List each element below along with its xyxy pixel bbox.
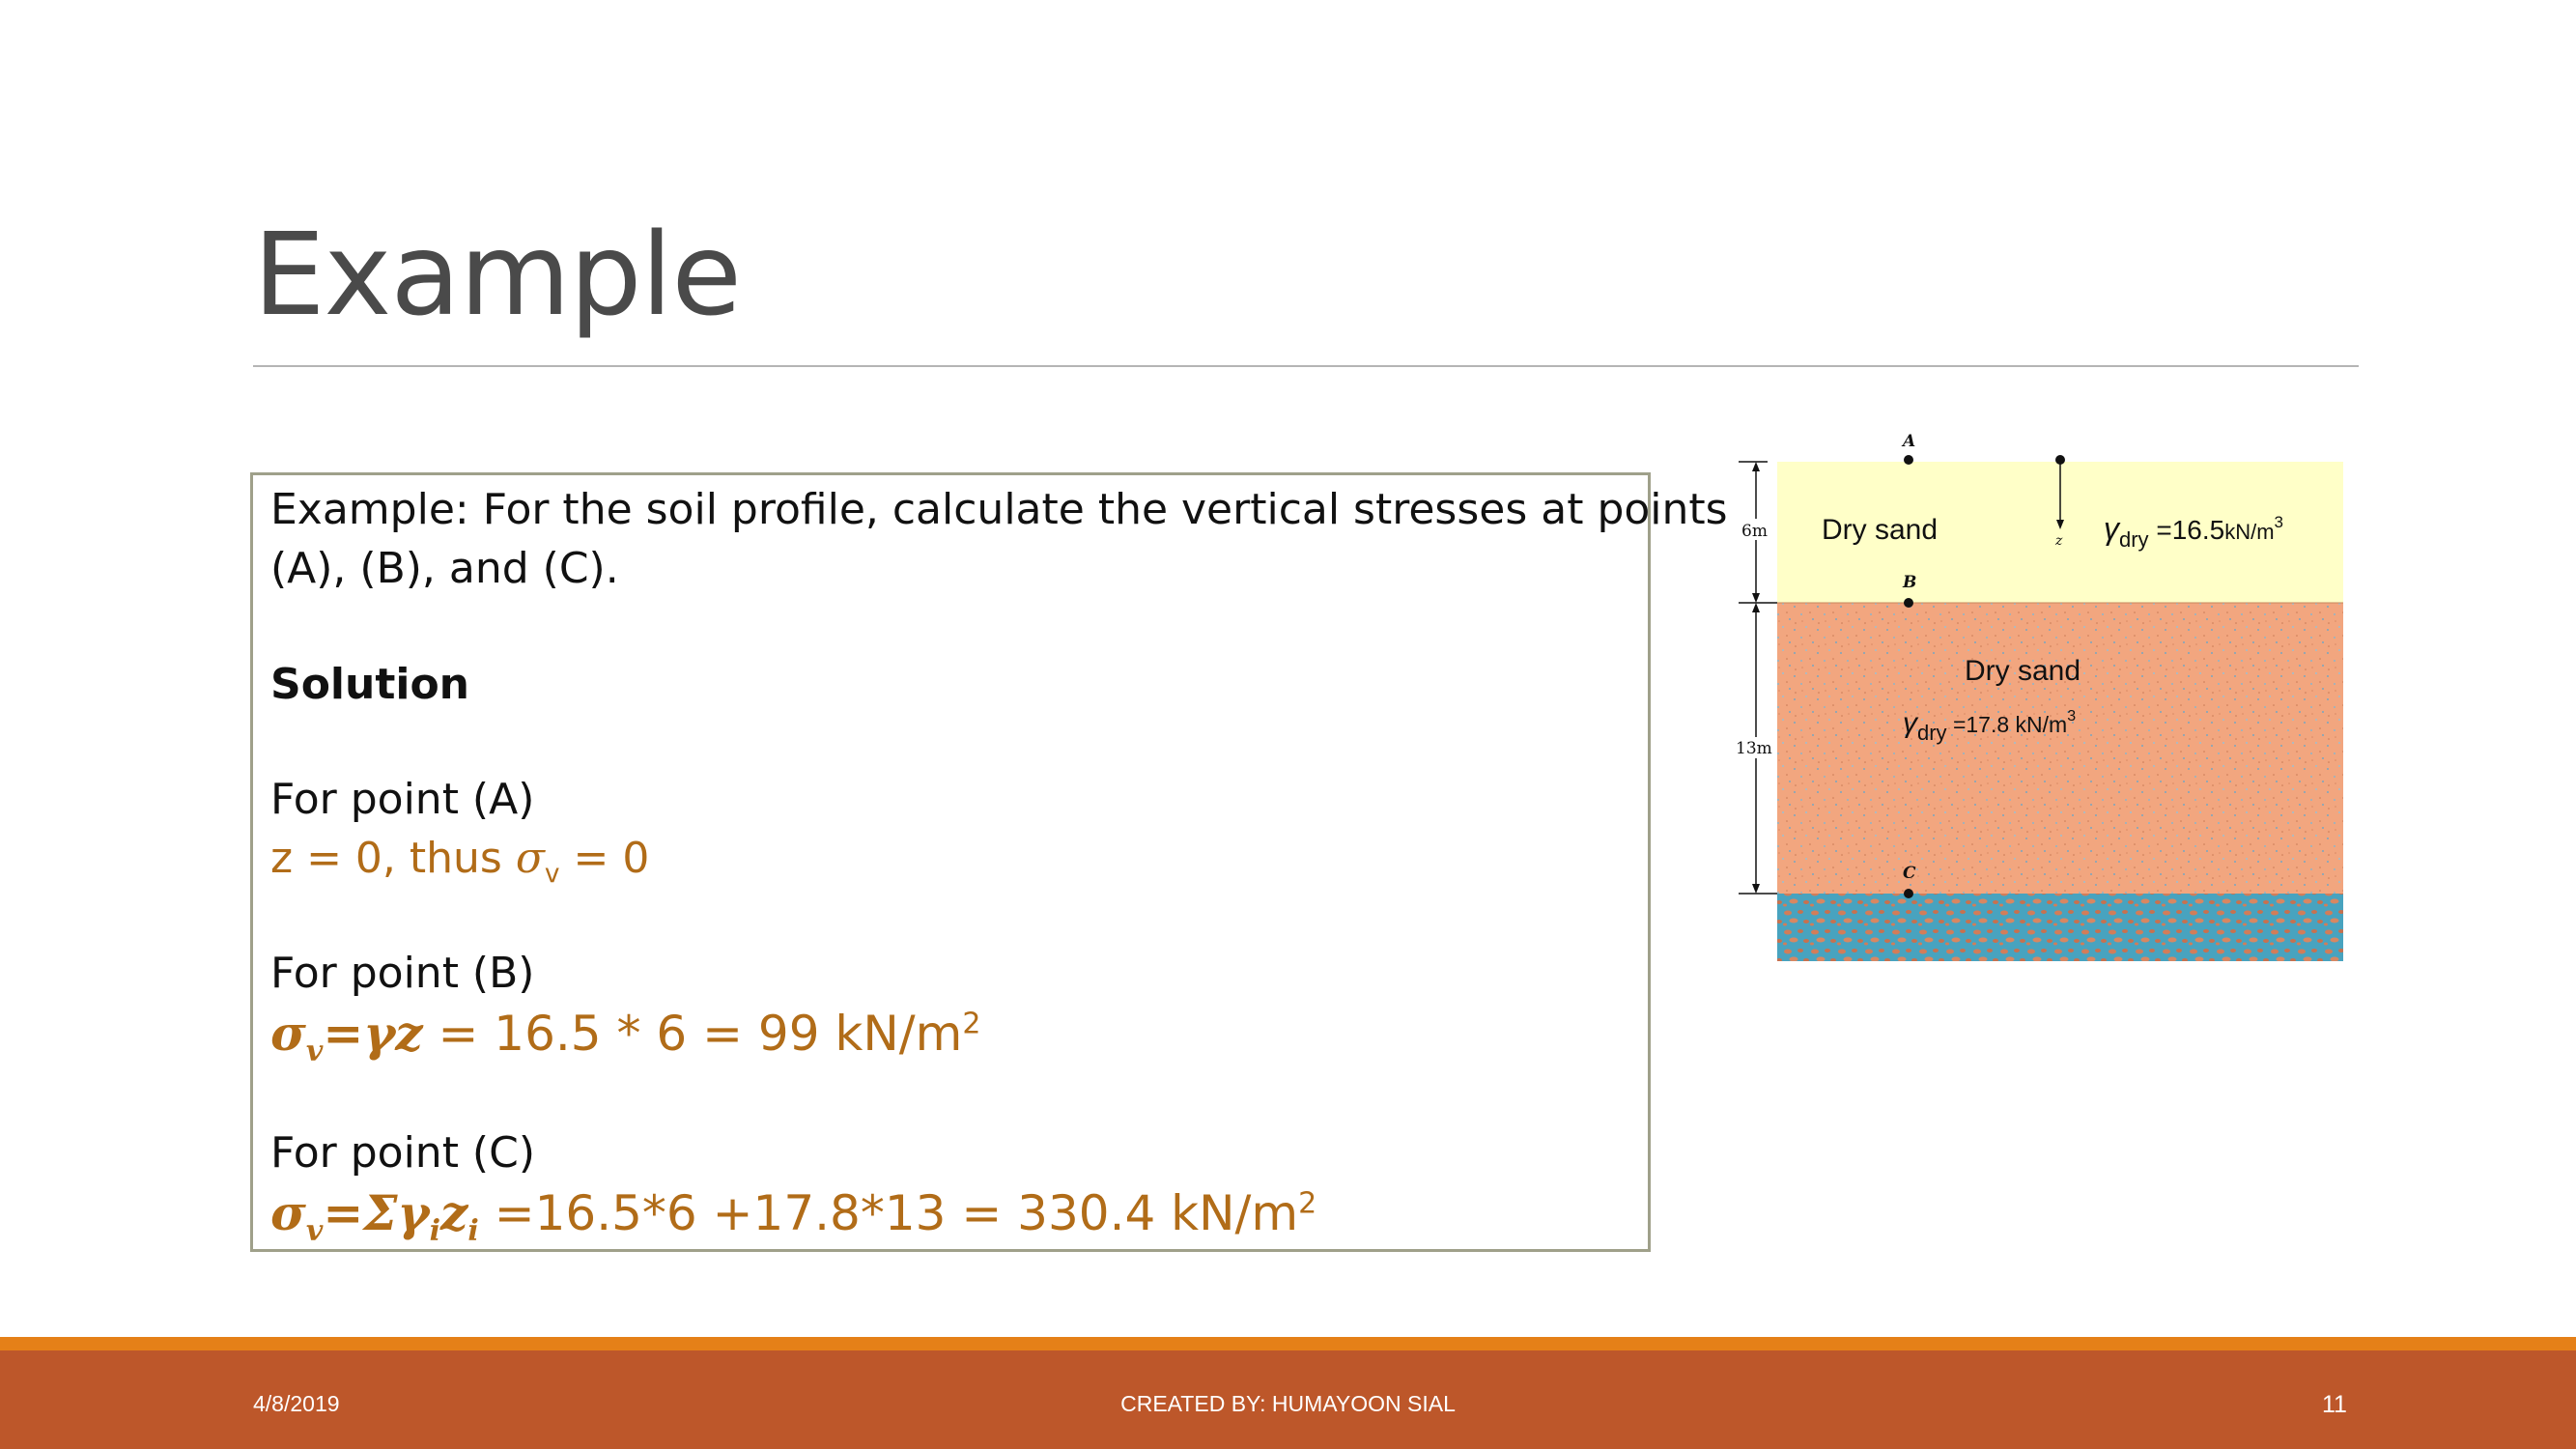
depth-label-top: 6m (1741, 522, 1768, 541)
gamma-subscript: dry (2119, 527, 2149, 552)
point-c-letter: C (1903, 864, 1916, 883)
point-a-result-suffix: = 0 (559, 834, 650, 883)
exponent: 2 (1298, 1186, 1317, 1221)
sigma-subscript: v (305, 1214, 324, 1248)
gamma-subscript: i (429, 1214, 440, 1248)
footer-date: 4/8/2019 (253, 1391, 340, 1416)
gravel-layer (1777, 894, 2343, 961)
layer2-gamma-value: =17.8 kN/m (1946, 712, 2068, 737)
slide-title: Example (253, 208, 741, 341)
formula-gamma-z: =γz (323, 1005, 423, 1062)
solution-heading: Solution (270, 660, 469, 709)
point-a-letter: A (1903, 432, 1916, 451)
exponent: 2 (962, 1007, 981, 1041)
point-a-label: For point (A) (270, 775, 535, 824)
layer1-gamma-unit: kN/m (2224, 520, 2275, 544)
z-subscript: i (467, 1214, 479, 1248)
sigma-symbol: σ (515, 834, 545, 883)
point-c-calc: =16.5*6 +17.8*13 = 330.4 kN/m (478, 1185, 1299, 1241)
gamma-symbol: γ (2104, 511, 2119, 546)
point-c-formula (270, 1184, 1316, 1248)
problem-line-2: (A), (B), and (C). (270, 544, 619, 593)
layer1-gamma-value: =16.5 (2148, 515, 2225, 545)
footer-credit: CREATED BY: HUMAYOON SIAL (1120, 1391, 1456, 1416)
gamma-symbol: γ (1903, 707, 1917, 739)
sigma-symbol: σ (270, 1184, 306, 1241)
depth-label-bottom: 13m (1736, 739, 1772, 758)
formula-sum-gamma: =Σγ (323, 1184, 430, 1241)
dry-sand-layer-bottom (1777, 603, 2343, 894)
point-a-result-prefix: z = 0, thus (270, 834, 516, 883)
footer-accent-stripe (0, 1337, 2576, 1350)
sigma-subscript: v (305, 1035, 324, 1068)
point-b-formula (270, 1005, 980, 1068)
point-a-result (270, 834, 649, 889)
point-c-marker (1904, 889, 1913, 898)
point-b-letter: B (1903, 573, 1917, 592)
formula-z: z (439, 1184, 468, 1241)
layer2-name: Dry sand (1965, 655, 2081, 687)
point-b-calc: = 16.5 * 6 = 99 kN/m (422, 1006, 963, 1062)
soil-profile-figure (1729, 425, 2357, 966)
layer1-name: Dry sand (1822, 514, 1939, 546)
sigma-subscript: v (544, 858, 560, 889)
point-b-marker (1904, 598, 1913, 608)
sigma-symbol: σ (270, 1005, 306, 1062)
z-axis-label: z (2055, 533, 2063, 549)
point-b-label: For point (B) (270, 949, 535, 998)
gamma-subscript: dry (1917, 721, 1947, 745)
point-a-marker (1904, 455, 1913, 465)
exponent: 3 (2067, 708, 2077, 724)
exponent: 3 (2274, 513, 2283, 531)
slide-number: 11 (2322, 1391, 2347, 1418)
title-divider (253, 365, 2359, 367)
problem-line-1: Example: For the soil profile, calculate the vertical stresses at points (270, 485, 1728, 534)
point-c-label: For point (C) (270, 1128, 535, 1178)
